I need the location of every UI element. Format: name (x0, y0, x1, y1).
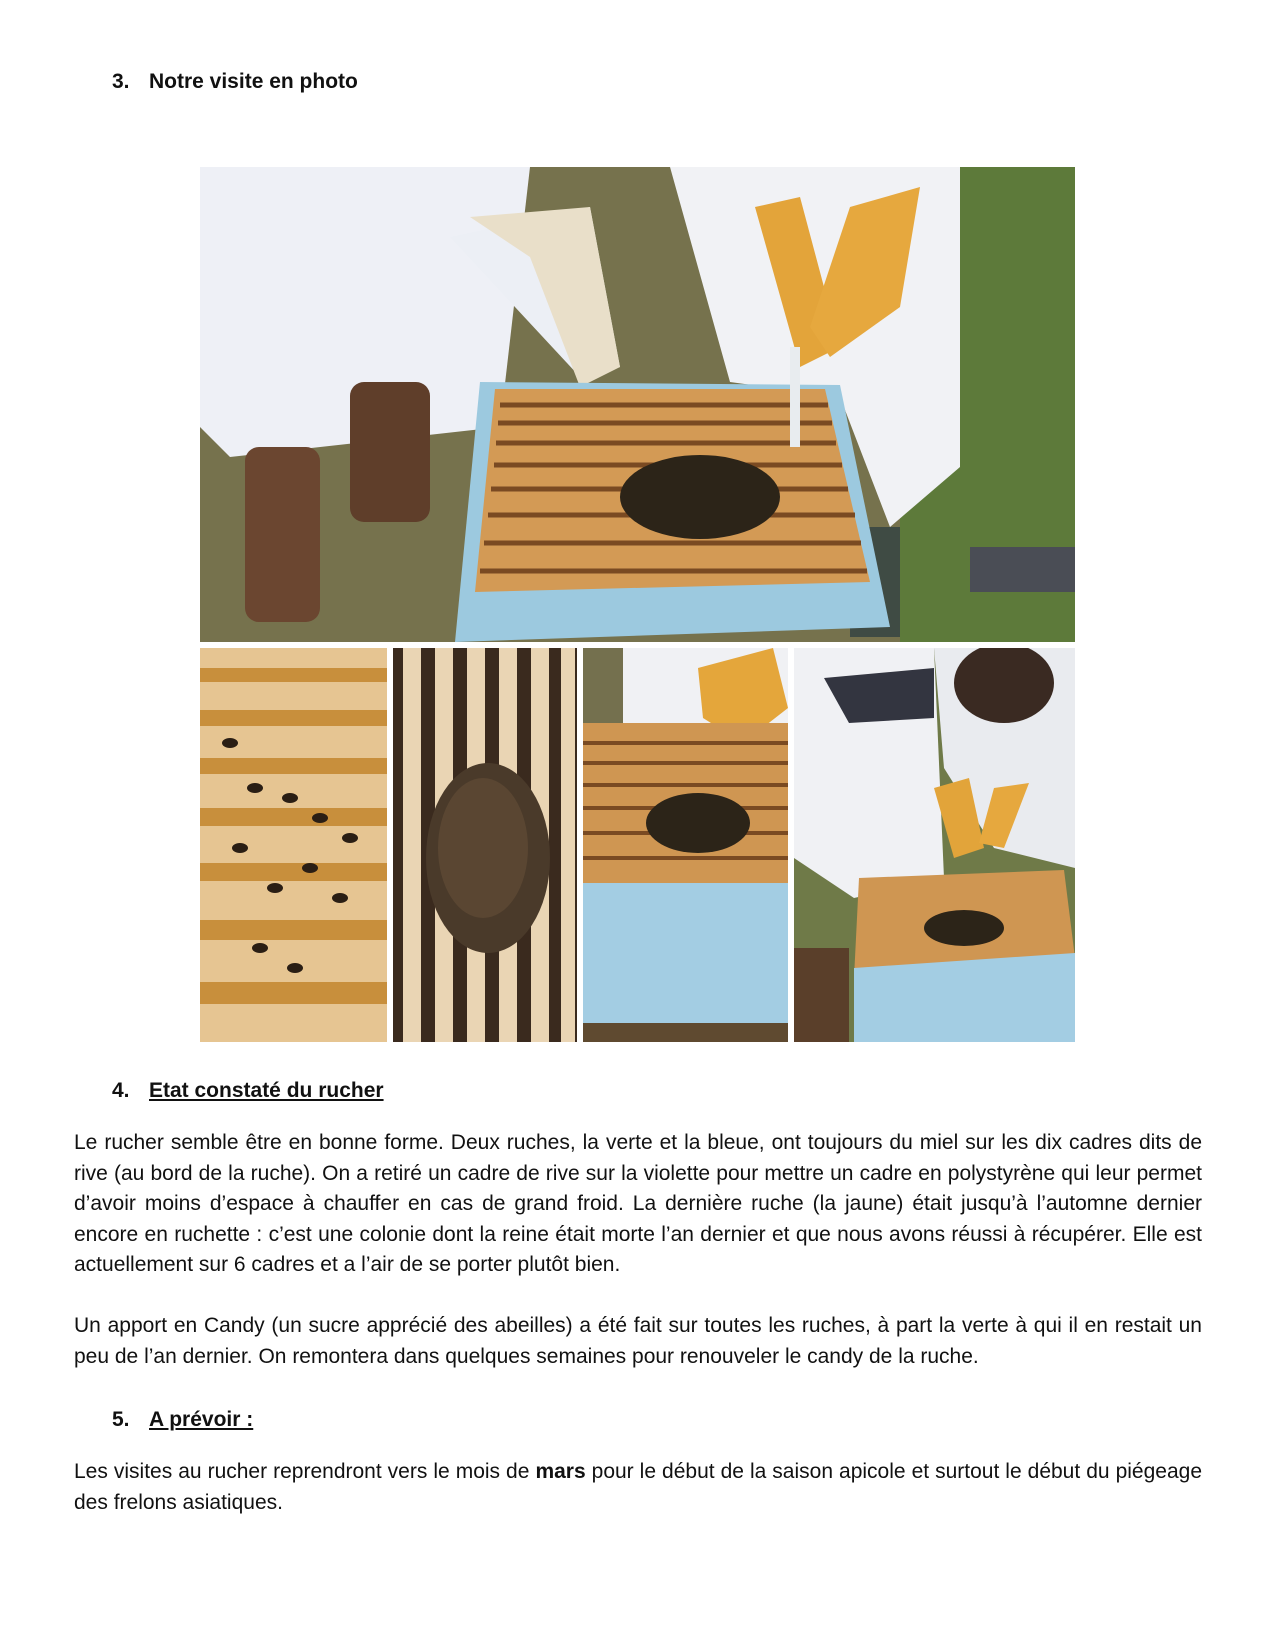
photo-syringe-treatment (583, 648, 788, 1042)
section-3-heading (112, 70, 358, 94)
photo-bee-cluster-frames (393, 648, 577, 1042)
section-4-number: 4. (112, 1079, 130, 1102)
section-5-text-after: pour le début de la saison apicole et surtout le début du piégeage des frelons asiatiques. (74, 1460, 1202, 1514)
section-5-number: 5. (112, 1408, 130, 1431)
section-5-title: A prévoir : (149, 1408, 254, 1431)
section-4-heading (112, 1079, 384, 1103)
section-4-title: Etat constaté du rucher (149, 1079, 384, 1102)
main-photo-hive-visit (200, 167, 1075, 642)
section-5-text-bold: mars (535, 1460, 586, 1483)
section-5-heading (112, 1408, 253, 1432)
photo-beekeepers-over-hive (794, 648, 1075, 1042)
section-5-paragraph (74, 1457, 1202, 1518)
section-4-paragraph-1: Le rucher semble être en bonne forme. Deux ruches, la verte et la bleue, ont toujours du miel sur les dix cadres dits de rive (au bord de la ruche). On a retiré un cadre de rive sur la violette pour mettre un cadre en polystyrène qui leur permet d’avoir moins d’espace à chauffer en cas de grand froid. La dernière ruche (la jaune) était jusqu’à l’automne dernier encore en ruchette : c’est une colonie dont la reine était morte l’an dernier et que nous avons réussi à récupérer. Elle est actuellement sur 6 cadres et a l’air de se porter plutôt bien. (74, 1131, 1202, 1276)
photo-frames-bees-closeup (200, 648, 387, 1042)
section-4-paragraph-2: Un apport en Candy (un sucre apprécié des abeilles) a été fait sur toutes les ruches, à part la verte à qui il en restait un peu de l’an dernier. On remontera dans quelques semaines pour renouveler le candy de la ruche. (74, 1314, 1202, 1368)
section-3-number: 3. (112, 70, 130, 93)
section-5-text-before: Les visites au rucher reprendront vers le mois de (74, 1460, 536, 1483)
section-3-title: Notre visite en photo (149, 70, 358, 93)
